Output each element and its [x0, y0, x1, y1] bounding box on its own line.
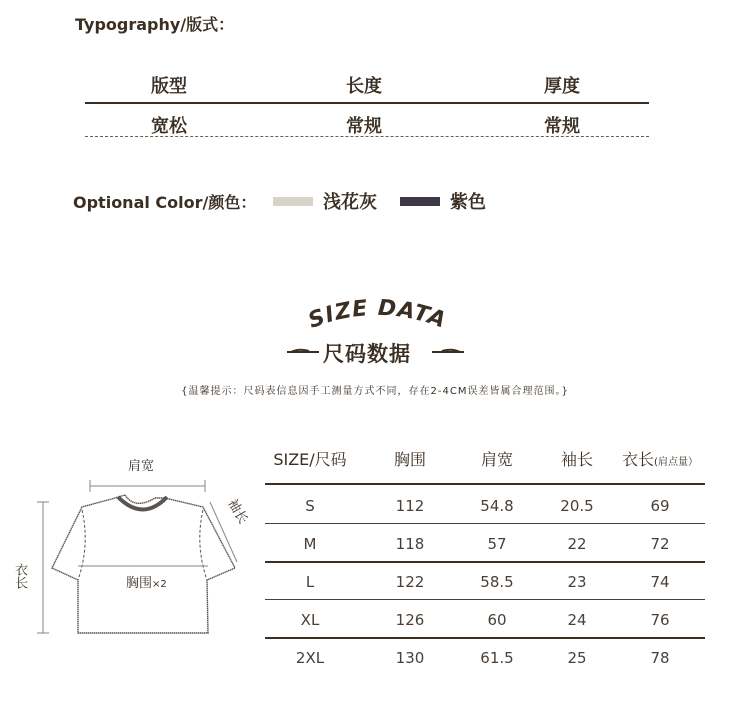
- table-header-sleeve: 袖长: [560, 450, 593, 469]
- length-cell: 72: [650, 535, 670, 553]
- shoulder-label: 肩宽: [128, 459, 155, 474]
- shoulder-cell: 54.8: [480, 497, 514, 515]
- length-header: 长度: [346, 76, 382, 97]
- left-flourish-icon: [285, 344, 321, 358]
- typography-heading: Typography/版式：: [75, 15, 235, 34]
- chest-cell: 118: [395, 535, 425, 553]
- fit-header: 版型: [151, 76, 187, 97]
- row-divider: [265, 599, 705, 600]
- table-header-shoulder: 肩宽: [480, 450, 513, 469]
- measurement-notice: {温馨提示：尺码表信息因手工测量方式不同，存在2-4CM误差皆属合理范围。}: [181, 386, 569, 397]
- chest-cell: 130: [395, 649, 425, 667]
- sleeve-label: 袖长: [224, 496, 251, 527]
- size-data-subtitle: [285, 336, 470, 366]
- size-cell: XL: [300, 611, 320, 629]
- table-header-length: [615, 447, 705, 470]
- size-cell: S: [305, 497, 315, 515]
- right-flourish-icon: [430, 344, 466, 358]
- thickness-header: 厚度: [544, 76, 580, 97]
- table-header-length-note: (肩点量）: [654, 457, 698, 468]
- table-header-length-text: 衣长: [622, 450, 655, 469]
- thickness-value: 常规: [544, 116, 580, 137]
- table-top-line: [265, 483, 705, 485]
- size-data-title-text: SIZE DATA: [305, 295, 450, 334]
- sleeve-cell: 23: [567, 573, 587, 591]
- size-data-subtitle-text: 尺码数据: [323, 342, 411, 366]
- shoulder-cell: 57: [487, 535, 507, 553]
- length-value: 常规: [346, 116, 382, 137]
- chest-label-suffix: ×2: [152, 579, 167, 590]
- table-header-size: SIZE/尺码: [273, 450, 347, 469]
- size-data-title: [295, 290, 460, 340]
- purple-swatch: [400, 197, 440, 206]
- length-cell: 69: [650, 497, 670, 515]
- tshirt-diagram: [15, 450, 245, 650]
- purple-label: 紫色: [450, 192, 486, 213]
- typography-divider: [85, 102, 649, 104]
- row-divider: [265, 637, 705, 639]
- row-divider: [265, 561, 705, 563]
- shoulder-cell: 58.5: [480, 573, 514, 591]
- chest-cell: 122: [395, 573, 425, 591]
- light-gray-swatch: [273, 197, 313, 206]
- light-gray-label: 浅花灰: [323, 192, 377, 213]
- chest-cell: 112: [395, 497, 425, 515]
- size-cell: M: [303, 535, 317, 553]
- length-cell: 74: [650, 573, 670, 591]
- shoulder-cell: 60: [487, 611, 507, 629]
- sleeve-cell: 22: [567, 535, 587, 553]
- chest-label-text: 胸围: [126, 576, 153, 591]
- sleeve-cell: 20.5: [560, 497, 594, 515]
- chest-label: [126, 572, 167, 591]
- size-cell: L: [305, 573, 315, 591]
- row-divider: [265, 523, 705, 524]
- color-heading: Optional Color/颜色：: [73, 193, 257, 212]
- shoulder-cell: 61.5: [480, 649, 514, 667]
- sleeve-cell: 24: [567, 611, 587, 629]
- table-header-chest: 胸围: [393, 450, 426, 469]
- length-cell: 78: [650, 649, 670, 667]
- sleeve-cell: 25: [567, 649, 587, 667]
- size-cell: 2XL: [295, 649, 325, 667]
- length-cell: 76: [650, 611, 670, 629]
- fit-value: 宽松: [151, 116, 187, 137]
- svg-text:SIZE DATA: [305, 296, 450, 334]
- length-label: 衣长: [12, 563, 27, 589]
- typography-dashed-line: [85, 136, 649, 137]
- chest-cell: 126: [395, 611, 425, 629]
